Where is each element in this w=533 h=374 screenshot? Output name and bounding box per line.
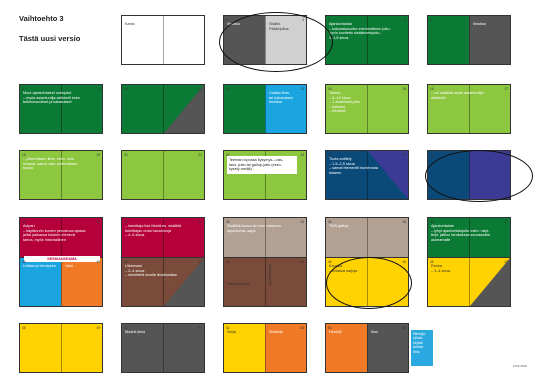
page-number: 41	[198, 260, 202, 264]
page-number: 49	[96, 326, 100, 330]
page-10	[122, 85, 163, 133]
page-text: Sisältö Pääkirjoitus	[269, 22, 289, 31]
page-text: Ilmo	[371, 330, 379, 334]
page-21	[163, 151, 204, 199]
page-number: 28	[22, 220, 26, 224]
page-text: Vaisi	[65, 264, 73, 268]
page-text: Teema – 8–12 sivua – 1 avaintäsä juttu – kainalot – tehtäviä	[329, 91, 360, 114]
page-14	[326, 85, 367, 133]
page-number: 43	[300, 260, 304, 264]
spread-22	[325, 257, 409, 307]
page-text: Urkernaat – 2–4 sivua – oimetiellä sivulla ilmoitustilaa	[125, 264, 177, 278]
page-number: 5	[404, 18, 406, 22]
keskiaukeama-label: KESKIAUKEAMA	[24, 256, 100, 262]
page-number: 27	[504, 153, 508, 157]
page-number: 25	[402, 153, 406, 157]
page-number: 33	[300, 220, 304, 224]
page-number: 44	[328, 260, 332, 264]
sarja-vertical-label: Ajankohtaista	[268, 264, 272, 286]
spread-5	[121, 84, 205, 134]
page-number: 19	[96, 153, 100, 157]
page-number: 55	[402, 326, 406, 330]
page-49	[61, 324, 102, 372]
page-number: 52	[226, 326, 230, 330]
version-title	[19, 14, 85, 44]
page-number: 18	[22, 153, 26, 157]
page-number: 15	[402, 87, 406, 91]
page-number: 12	[226, 87, 230, 91]
spread-27	[325, 323, 409, 373]
spread-6	[223, 84, 307, 134]
spread-9	[19, 150, 103, 200]
spread-14	[19, 217, 103, 267]
page-55	[367, 324, 408, 372]
spread-11	[223, 150, 307, 200]
spread-0	[121, 15, 205, 65]
page-2	[224, 16, 265, 64]
page-number: 4	[328, 18, 330, 22]
spread-4	[19, 84, 103, 134]
page-text: – voi sisältää myös asiantuntija- artikkelin	[431, 91, 485, 100]
spread-1	[223, 15, 307, 65]
page-text: Henkilö	[329, 330, 342, 334]
page-number: 40	[124, 260, 128, 264]
page-13	[265, 85, 306, 133]
spread-13	[427, 150, 511, 200]
page-number: 24	[328, 153, 332, 157]
sarja-subtitle: Pahvelukertoi	[228, 282, 250, 286]
page-text: Ilmoitus	[227, 22, 241, 26]
page-7	[469, 16, 510, 64]
page-number: 46	[430, 260, 434, 264]
page-number: 32	[226, 220, 230, 224]
page-number: 50	[124, 326, 128, 330]
page-number: 7	[506, 18, 508, 22]
page-number: 47	[504, 260, 508, 264]
spread-26	[223, 323, 307, 373]
page-text: Ajankohtaista – kokonaisuuden ensimmäinen juttu hyvin kuvitettu sisäänvetojuttu, 1–1,5 sivua	[329, 22, 390, 40]
page-text: – toimittaja itse liiketä es. sisältöä toimittajan omia havainnoja – 4–6 sivua	[125, 224, 182, 238]
page-number: 54	[328, 326, 332, 330]
page-text: Sarja	[227, 330, 236, 334]
page-text: Uutisia ilma- tai kokonaisen ilmoitus	[269, 91, 294, 105]
page-number: 29	[96, 220, 100, 224]
page-6	[428, 16, 469, 64]
page-number: 53	[300, 326, 304, 330]
page-52	[224, 324, 265, 372]
page-3	[265, 16, 306, 64]
page-number: 36	[430, 220, 434, 224]
page-number: 35	[402, 220, 406, 224]
page-text: Uutisia ja tiemipken	[23, 264, 56, 268]
page-number: 10	[124, 87, 128, 91]
page-40	[122, 258, 177, 306]
page-12	[224, 85, 265, 133]
page-number: 45	[402, 260, 406, 264]
page-27	[469, 151, 510, 199]
spread-21	[223, 257, 307, 307]
page-54	[326, 324, 367, 372]
page-26	[428, 151, 469, 199]
teema-note-box: Teeman lopussa kysymys—vas- taus -juttu tai gallup-juttu (esim. kysely meillä)	[227, 156, 297, 174]
version-subtitle: Tästä uusi versio	[19, 34, 81, 43]
page-text: Ajankohtaista – lyhyt ajankohtaisjuttu esim. näyt- telyt, jatkuu tarvitaessa seuraavalle aukeamalle	[431, 224, 491, 242]
page-4	[326, 16, 390, 64]
page-number: 9	[98, 87, 100, 91]
spread-10	[121, 150, 205, 200]
page-50	[122, 324, 163, 372]
page-number: 22	[226, 153, 230, 157]
page-number: 21	[198, 153, 202, 157]
page-text: Avipari – käytännön kuvien perustuva ajassa ja/tai paikassa toiseen etenevä tarina, myös historiallinen	[23, 224, 86, 242]
spread-7	[325, 84, 409, 134]
page-number: 26	[430, 153, 434, 157]
page-8	[20, 85, 81, 133]
page-18	[20, 151, 78, 199]
page-text: TMS-gallup	[329, 224, 349, 228]
spread-20	[121, 257, 205, 307]
diagonal-shape	[164, 85, 204, 133]
page-number: 51	[198, 326, 202, 330]
page-text: Muut ajankohtaiset uutisjutut – myös asiantuntija-artikkelit esim. tutkimusuutiset ja katsaukset	[23, 91, 81, 105]
page-text: Kansi	[125, 22, 135, 26]
page-46	[428, 258, 469, 306]
page-number: 20	[124, 153, 128, 157]
page-number: 23	[300, 153, 304, 157]
spread-2	[325, 15, 409, 65]
page-53	[265, 324, 306, 372]
page-text: Ilmoitus	[473, 22, 487, 26]
spread-19	[19, 257, 103, 307]
page-39	[61, 258, 102, 306]
page-number: 11	[198, 87, 202, 91]
page-number: 31	[198, 220, 202, 224]
page-text: Sisältöä kuuva tai muu naisuuro tapahtuma- sarja	[227, 224, 281, 233]
footer-code: 2726 2546	[512, 364, 527, 368]
page-text: Tuote-esittely – 1,5–2,5 sivua – samat elementit numerosta toiseen	[329, 157, 378, 175]
page-number: 6	[430, 18, 432, 22]
page-text: Ruoka – 3–4 sivua	[431, 264, 451, 273]
page-24	[326, 151, 378, 199]
page-text: Moduli-ilmoi	[125, 330, 146, 334]
page-number: 48	[22, 326, 26, 330]
spread-8	[427, 84, 511, 134]
page-number: 17	[504, 87, 508, 91]
page-44	[326, 258, 367, 306]
page-number: 2	[226, 18, 228, 22]
spread-23	[427, 257, 511, 307]
page-number: 13	[300, 87, 304, 91]
spread-12	[325, 150, 409, 200]
page-38	[20, 258, 61, 306]
page-text: Sivikkija	[269, 330, 283, 334]
page-cover	[122, 16, 163, 64]
page-number: 39	[96, 260, 100, 264]
page-number: 37	[504, 220, 508, 224]
page-number: 30	[124, 220, 128, 224]
page-number: 38	[22, 260, 26, 264]
legend-box: Nimiöjö- si/vali- kirjasi/ kohde- ilmo	[411, 330, 433, 366]
page-number: 16	[430, 87, 434, 91]
page-20	[122, 151, 163, 199]
version-label: Vaihtoehto 3	[19, 14, 64, 23]
page-number: 34	[328, 220, 332, 224]
spread-3	[427, 15, 511, 65]
page-number: 3	[302, 18, 304, 22]
spread-24	[19, 323, 103, 373]
page-16	[428, 85, 485, 133]
page-number: 42	[226, 260, 230, 264]
page-11	[163, 85, 204, 133]
page-48	[20, 324, 61, 372]
page-text: – yhteenlasen lime, esim. uusi simpsä, samoi niini, yhteenlasen taysia	[23, 157, 78, 171]
spread-25	[121, 323, 205, 373]
page-number: 8	[22, 87, 24, 91]
page-text: Kauppa – erilaisia sarjoja	[329, 264, 358, 273]
page-number: 14	[328, 87, 332, 91]
